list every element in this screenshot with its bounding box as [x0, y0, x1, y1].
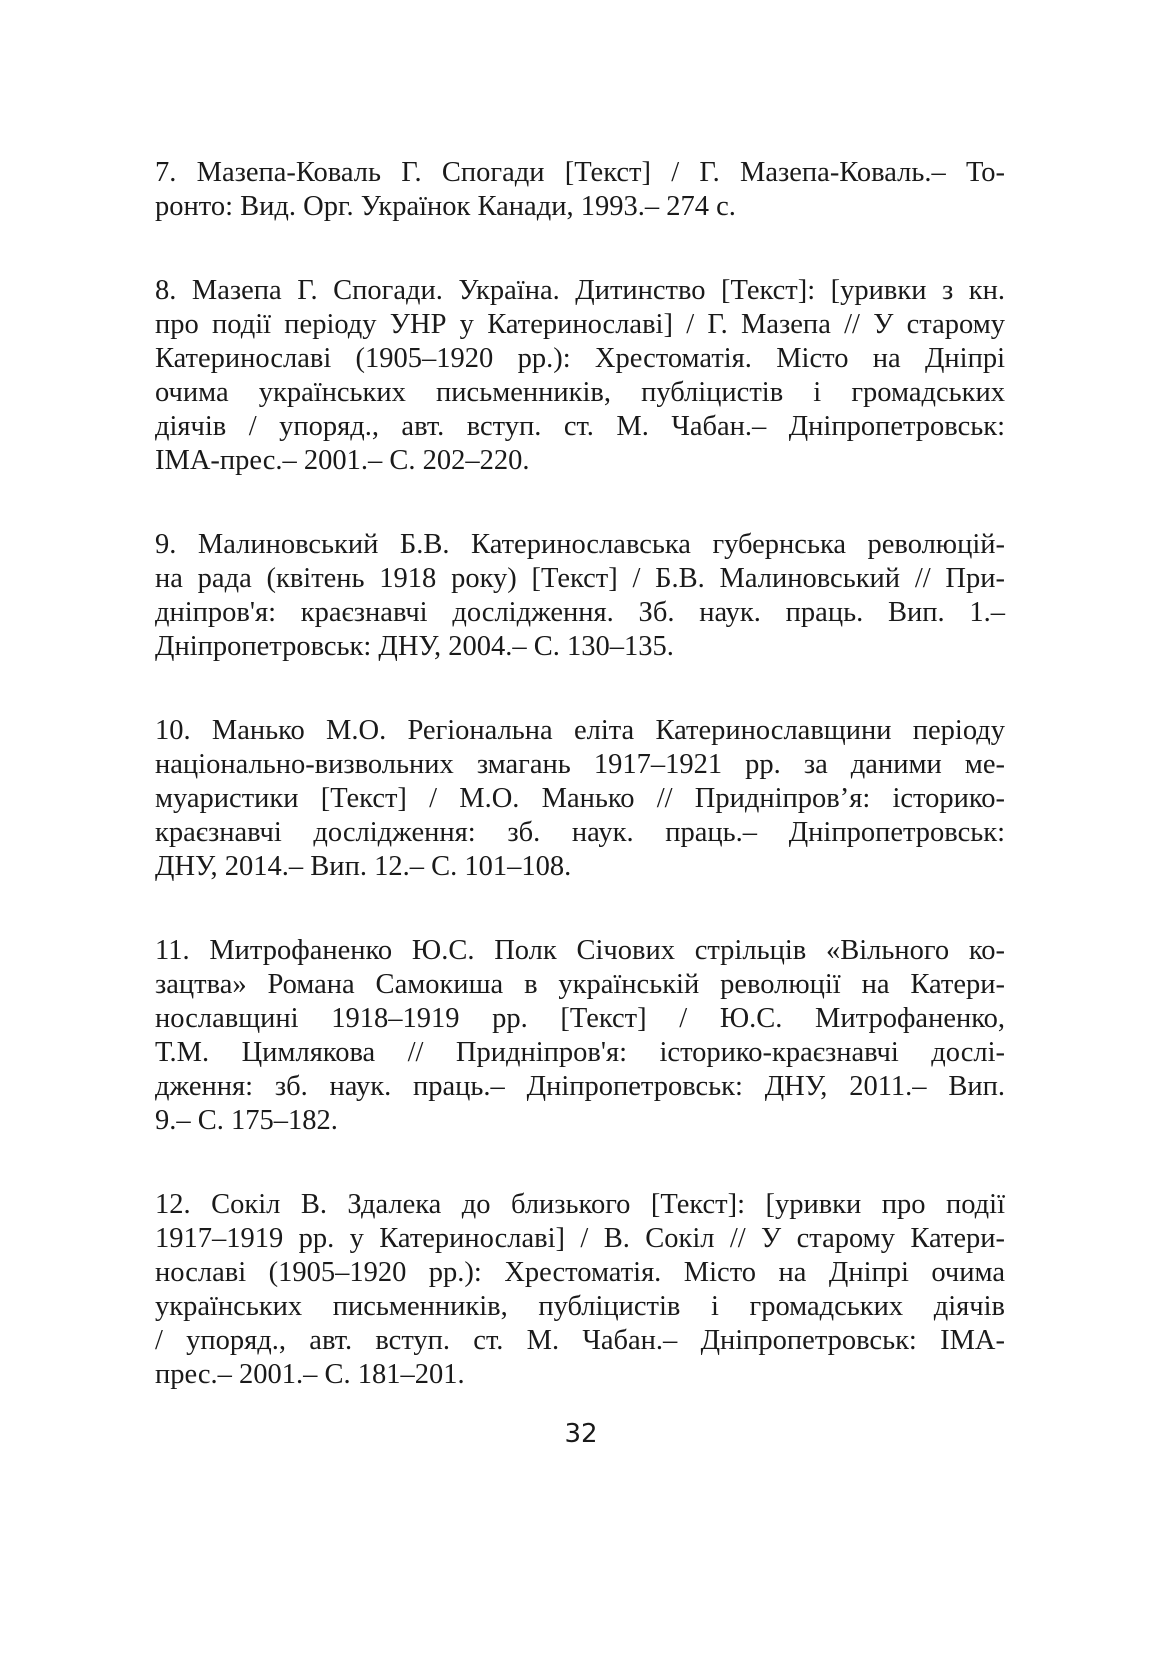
reference-line: прес.– 2001.– С. 181–201. [155, 1359, 465, 1390]
reference-line: 9. Малиновський Б.В. Катеринославська губернська революцій- [155, 529, 1005, 560]
reference-line: Катеринославі (1905–1920 рр.): Хрестоматія. Місто на Дніпрі [155, 343, 1005, 374]
reference-line: 7. Мазепа-Коваль Г. Спогади [Текст] / Г. Мазепа-Коваль.– То- [155, 157, 1005, 188]
reference-item-11 [155, 934, 1005, 1138]
reference-item-8 [155, 274, 1005, 478]
reference-line: очима українських письменників, публіцистів і громадських [155, 377, 1005, 408]
reference-line: 8. Мазепа Г. Спогади. Україна. Дитинство [Текст]: [уривки з кн. [155, 275, 1005, 306]
reference-line: національно-визвольних змагань 1917–1921 рр. за даними ме- [155, 749, 1005, 780]
reference-item-10 [155, 714, 1005, 884]
reference-line: Дніпропетровськ: ДНУ, 2004.– С. 130–135. [155, 631, 674, 662]
reference-line: 9.– С. 175–182. [155, 1105, 338, 1136]
reference-line: краєзнавчі дослідження: зб. наук. праць.– Дніпропетровськ: [155, 817, 1005, 848]
reference-line: діячів / упоряд., авт. вступ. ст. М. Чабан.– Дніпропетровськ: [155, 411, 1005, 442]
reference-line: нославі (1905–1920 рр.): Хрестоматія. Місто на Дніпрі очима [155, 1257, 1005, 1288]
reference-line: 1917–1919 рр. у Катеринославі] / В. Сокіл // У старому Катери- [155, 1223, 1005, 1254]
reference-line: нославщині 1918–1919 рр. [Текст] / Ю.С. Митрофаненко, [155, 1003, 1005, 1034]
reference-line: Т.М. Цимлякова // Придніпров'я: історико-краєзнавчі дослі- [155, 1037, 1005, 1068]
reference-line: ІМА-прес.– 2001.– С. 202–220. [155, 445, 530, 476]
reference-line: на рада (квітень 1918 року) [Текст] / Б.В. Малиновський // При- [155, 563, 1005, 594]
reference-line: українських письменників, публіцистів і громадських діячів [155, 1291, 1005, 1322]
reference-line: 11. Митрофаненко Ю.С. Полк Січових стрільців «Вільного ко- [155, 935, 1005, 966]
reference-line: / упоряд., авт. вступ. ст. М. Чабан.– Дніпропетровськ: ІМА- [155, 1325, 1005, 1356]
reference-list [155, 156, 1005, 1442]
reference-line: 10. Манько М.О. Регіональна еліта Катеринославщини періоду [155, 715, 1005, 746]
reference-item-12 [155, 1188, 1005, 1392]
reference-line: ДНУ, 2014.– Вип. 12.– С. 101–108. [155, 851, 572, 882]
reference-line: зацтва» Романа Самокиша в українській революції на Катери- [155, 969, 1005, 1000]
reference-item-9 [155, 528, 1005, 664]
page-number: 32 [564, 1419, 598, 1449]
reference-line: муаристики [Текст] / М.О. Манько // Придніпров’я: історико- [155, 783, 1005, 814]
reference-line: дження: зб. наук. праць.– Дніпропетровськ: ДНУ, 2011.– Вип. [155, 1071, 1005, 1102]
reference-item-7 [155, 156, 1005, 224]
reference-line: 12. Сокіл В. Здалека до близького [Текст]: [уривки про події [155, 1189, 1005, 1220]
reference-line: дніпров'я: краєзнавчі дослідження. Зб. наук. праць. Вип. 1.– [155, 597, 1005, 628]
reference-line: про події періоду УНР у Катеринославі] / Г. Мазепа // У старому [155, 309, 1005, 340]
reference-line: ронто: Вид. Орг. Українок Канади, 1993.– 274 с. [155, 191, 736, 222]
